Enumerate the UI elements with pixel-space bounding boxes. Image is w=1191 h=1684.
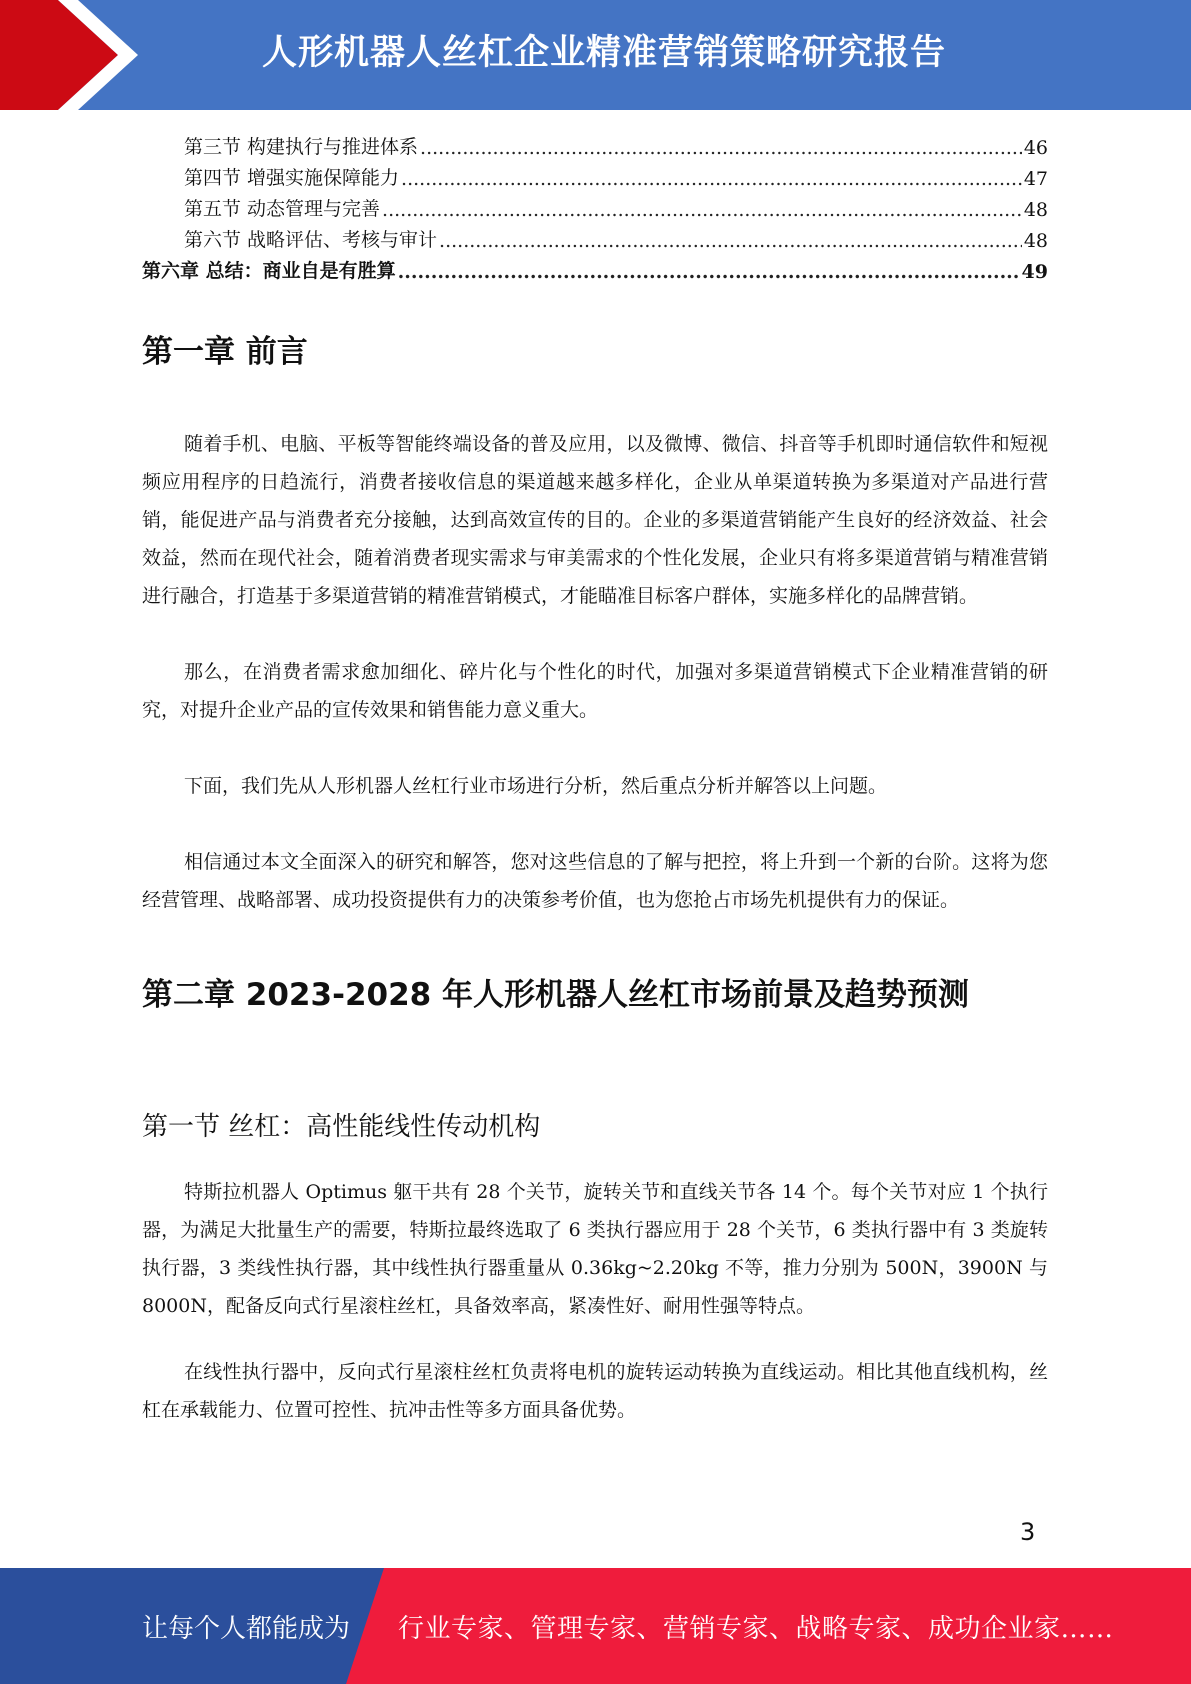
toc-chapter-item[interactable] xyxy=(142,252,1048,283)
table-of-contents xyxy=(142,128,1048,283)
section-1-heading: 第一节 丝杠：高性能线性传动机构 xyxy=(142,1112,541,1142)
toc-item-label: 第四节 增强实施保障能力 xyxy=(184,167,400,189)
chapter-1-heading: 第一章 前言 xyxy=(142,334,308,370)
paragraph: 下面，我们先从人形机器人丝杠行业市场进行分析，然后重点分析并解答以上问题。 xyxy=(184,775,888,797)
page-footer xyxy=(0,1568,1191,1684)
footer-slogan-right: 行业专家、管理专家、营销专家、战略专家、成功企业家…… xyxy=(398,1614,1114,1644)
toc-item-page: 48 xyxy=(1023,230,1048,252)
toc-leader-dots xyxy=(382,199,1022,221)
toc-item-label: 第六节 战略评估、考核与审计 xyxy=(184,229,438,251)
paragraph: 相信通过本文全面深入的研究和解答，您对这些信息的了解与把控，将上升到一个新的台阶。这将为您经营管理、战略部署、成功投资提供有力的决策参考价值，也为您抢占市场先机提供有力的保证。 xyxy=(142,851,1048,911)
toc-item-page: 46 xyxy=(1023,137,1048,159)
paragraph: 特斯拉机器人 Optimus 躯干共有 28 个关节，旋转关节和直线关节各 14 个。每个关节对应 1 个执行器，为满足大批量生产的需要，特斯拉最终选取了 6 类执行器应用于 28 个关节，6 类执行器中有 3 类旋转执行器，3 类线性执行器，其中线性执行器重量从 0.36kg~2.20kg 不等，推力分别为 500N，3900N 与 8000N，配备反向式行星滚柱丝杠，具备效率高，紧凑性好、耐用性强等特点。 xyxy=(142,1181,1048,1317)
toc-item-page: 49 xyxy=(1021,261,1048,283)
toc-item[interactable] xyxy=(142,221,1048,252)
toc-item[interactable] xyxy=(142,190,1048,221)
paragraph: 在线性执行器中，反向式行星滚柱丝杠负责将电机的旋转运动转换为直线运动。相比其他直线机构，丝杠在承载能力、位置可控性、抗冲击性等多方面具备优势。 xyxy=(142,1361,1048,1421)
toc-item-page: 47 xyxy=(1023,168,1048,190)
chapter-2-heading: 第二章 2023-2028 年人形机器人丝杠市场前景及趋势预测 xyxy=(142,977,970,1013)
page-header xyxy=(0,0,1191,110)
report-title: 人形机器人丝杠企业精准营销策略研究报告 xyxy=(262,33,947,73)
toc-leader-dots xyxy=(398,261,1020,283)
paragraph: 随着手机、电脑、平板等智能终端设备的普及应用，以及微博、微信、抖音等手机即时通信软件和短视频应用程序的日趋流行，消费者接收信息的渠道越来越多样化，企业从单渠道转换为多渠道对产品进行营销，能促进产品与消费者充分接触，达到高效宣传的目的。企业的多渠道营销能产生良好的经济效益、社会效益，然而在现代社会，随着消费者现实需求与审美需求的个性化发展，企业只有将多渠道营销与精准营销进行融合，打造基于多渠道营销的精准营销模式，才能瞄准目标客户群体，实施多样化的品牌营销。 xyxy=(142,433,1048,607)
toc-leader-dots xyxy=(420,137,1022,159)
toc-item-label: 第三节 构建执行与推进体系 xyxy=(184,136,419,158)
paragraph: 那么，在消费者需求愈加细化、碎片化与个性化的时代，加强对多渠道营销模式下企业精准营销的研究，对提升企业产品的宣传效果和销售能力意义重大。 xyxy=(142,661,1048,721)
page-content xyxy=(142,300,1048,1429)
toc-leader-dots xyxy=(401,168,1022,190)
toc-item-label: 第六章 总结：商业自是有胜算 xyxy=(142,260,396,282)
toc-item[interactable] xyxy=(142,128,1048,159)
toc-leader-dots xyxy=(439,230,1022,252)
page-number: 3 xyxy=(1020,1518,1036,1546)
toc-item-page: 48 xyxy=(1023,199,1048,221)
footer-slogan-left: 让每个人都能成为 xyxy=(142,1614,351,1644)
toc-item-label: 第五节 动态管理与完善 xyxy=(184,198,381,220)
toc-item[interactable] xyxy=(142,159,1048,190)
